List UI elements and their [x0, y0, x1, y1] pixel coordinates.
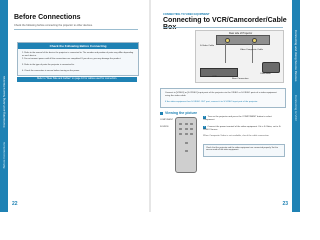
note-text: Connect to [VIDEO] or [S-VIDEO] input ports of the projector via the VIDEO or S-VIDEO ports of a video equipment using the video cable. — [165, 92, 277, 97]
right-page-title: Connecting to VCR/Camcorder/Cable — [163, 17, 287, 24]
left-title-rule — [14, 29, 138, 30]
step-note: When Composite Video is not available, check the cable connection. — [203, 135, 270, 137]
remote-key — [185, 150, 188, 152]
viewing-heading — [160, 111, 197, 115]
remote-key — [190, 123, 193, 125]
diagram-tv-label: Rear side of Projector — [229, 32, 253, 35]
check-item: 2. Do not connect power until all the connections are completed. If you do so, you may damage the product. — [22, 58, 122, 60]
check-item: 1. Refer to the manual of the device the projector is connected to. The number and position of ports may differ depending on each device. — [22, 52, 134, 57]
vcr-icon — [200, 68, 238, 77]
connection-diagram — [195, 30, 284, 83]
diagram-label-rear: Rear Connection — [232, 78, 249, 80]
tip-box — [203, 144, 285, 157]
right-page-number: 23 — [282, 201, 288, 207]
right-title-rule — [163, 27, 283, 28]
left-page-subtitle: Check the following before connecting the projector to other devices. — [14, 24, 93, 27]
remote-control-icon — [175, 117, 197, 173]
remote-key — [185, 123, 188, 125]
step-1 — [203, 116, 283, 122]
s-video-cable — [225, 43, 226, 63]
check-item: 3. Refer to the type of ports the projector is connected to. — [22, 64, 75, 66]
right-sidebar-tab — [292, 0, 300, 212]
connection-note-box — [160, 88, 286, 108]
left-sidebar-subtitle: Before Connections — [2, 142, 6, 169]
diagram-label-s-video: S-Video Cable — [200, 45, 215, 47]
left-page-title: Before Connections — [14, 14, 81, 21]
page-gutter — [149, 0, 151, 212]
remote-key — [185, 128, 188, 130]
camcorder-icon — [262, 62, 280, 73]
composite-cable — [252, 43, 253, 63]
right-section-label: CONNECTING TO VIDEO EQUIPMENT — [163, 13, 210, 16]
remote-label-component: COMPONENT — [160, 119, 173, 121]
step-number-badge: 2 — [203, 126, 206, 128]
step-2 — [203, 126, 283, 132]
right-sidebar-title: Connecting and Using Source Devices — [294, 30, 298, 82]
check-item: 4. Check the connection is secure before turning on the power. — [22, 70, 80, 72]
step-text: Turn on the projector and press the COMPONENT button to select Component. — [203, 116, 272, 121]
tip-text: Check that the projector and the video equipment are connected properly. Set the source mode of the video equipment. — [206, 146, 279, 152]
step-number-badge: 1 — [203, 116, 206, 118]
diagram-label-vcr: VCR — [212, 76, 217, 78]
check-box-header: Check the Following Before Connecting — [18, 43, 138, 49]
step-text: Connect the power terminal of the video equipment. If it is S-Video, set to S-VIDEO Source. — [203, 126, 282, 131]
viewing-heading-text: Viewing the picture — [165, 111, 198, 115]
diagram-label-composite: Video Composite Cable — [240, 49, 263, 51]
remote-key — [179, 133, 182, 135]
remote-key — [185, 142, 188, 144]
left-sidebar-tab — [0, 0, 8, 212]
remote-label-source: SOURCE — [160, 126, 169, 128]
left-sidebar-title: Connecting and Using Source Devices — [2, 76, 6, 128]
remote-key — [190, 133, 193, 135]
remote-key — [179, 123, 182, 125]
remote-key — [185, 133, 188, 135]
heading-square-icon — [160, 112, 163, 115]
right-sidebar-subtitle: Connecting to VCR — [294, 95, 298, 121]
note-bullet: If the video equipment has S-VIDEO OUT port, connect it to S-VIDEO input port of the projector. — [165, 101, 258, 103]
left-page-number: 22 — [12, 201, 18, 207]
remote-key — [190, 128, 193, 130]
diagram-label-camcorder: Camcorder — [260, 73, 271, 75]
remote-key — [179, 128, 182, 130]
check-before-connecting-box — [17, 42, 139, 76]
refer-cables-bar: Refer to "Rear Side and Cables" on page 10 for cables used for connection. — [17, 77, 137, 82]
